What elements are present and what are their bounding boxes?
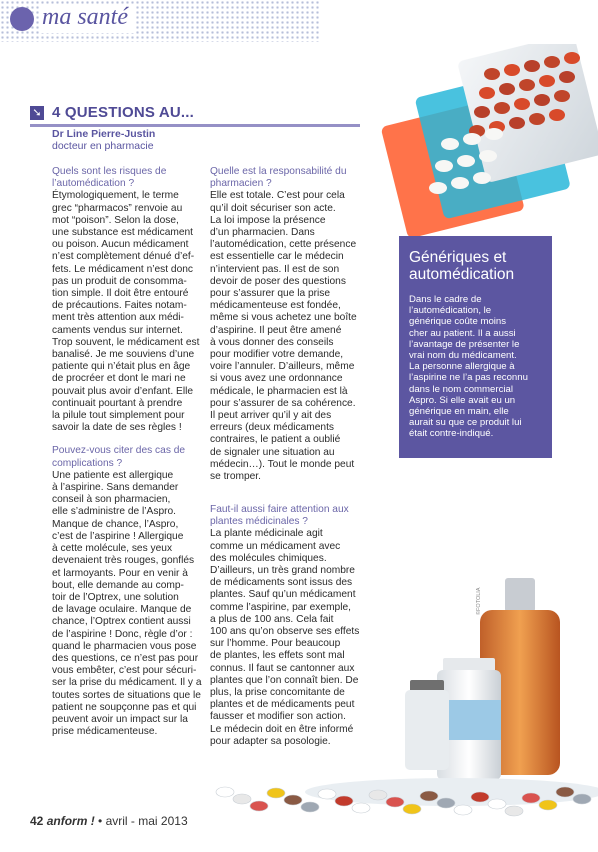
arrow-down-right-icon: ➘: [30, 106, 44, 120]
pill-icon: [454, 805, 472, 815]
pill-icon: [509, 117, 525, 129]
pill-icon: [559, 71, 575, 83]
pill-icon: [514, 98, 530, 110]
body-text-line: à l’aspirine. Sans demander: [52, 482, 179, 494]
pill-icon: [284, 795, 302, 805]
body-text-line: pour adapter sa posologie.: [210, 735, 331, 747]
pill-icon: [485, 128, 503, 140]
body-text-line: pouvait plus avoir d’enfant. Elle: [52, 385, 194, 397]
body-text-line: voire l’annuler. D’ailleurs, même: [210, 361, 355, 373]
medicine-bottles-image: [205, 570, 598, 832]
pill-icon: [463, 133, 481, 145]
pill-icon: [494, 102, 510, 114]
body-text-line: l’automédication, cette présence: [210, 239, 357, 251]
generics-sidebar: [399, 236, 552, 458]
body-text-line: comme l’aspirine, par exemple,: [210, 601, 351, 613]
pill-icon: [554, 90, 570, 102]
body-text-line: elle s’administre de l’Aspro.: [52, 506, 177, 518]
body-text-line: plantes. Sauf qu’un médicament: [210, 589, 356, 601]
sidebar-text-line: dans le nom commercial: [409, 383, 513, 395]
author-role: docteur en pharmacie: [52, 140, 154, 152]
photo-credit: ©FOTOLIA: [476, 587, 482, 615]
pill-icon: [216, 787, 234, 797]
sidebar-text-line: Aspro. Si elle avait eu un: [409, 394, 516, 406]
pill-blisters-image: [360, 44, 598, 236]
pill-icon: [564, 52, 580, 64]
pill-icon: [524, 60, 540, 72]
pill-icon: [473, 172, 491, 184]
header-dot-band: [0, 0, 320, 42]
body-text-line: patient ne soupçonne pas et qui: [52, 701, 197, 713]
pill-icon: [352, 803, 370, 813]
body-text-line: chance, l’Optrex contient aussi: [52, 616, 191, 628]
sidebar-title-line: Génériques et: [409, 249, 507, 266]
issue-date: • avril - mai 2013: [98, 814, 188, 828]
body-text-line: même si vous achetez une boîte: [210, 312, 357, 324]
body-text-line: banalisé. Je me souviens d’une: [52, 349, 195, 361]
body-text-line: conseil à son pharmacien,: [52, 494, 171, 506]
body-text-line: se tromper.: [210, 471, 261, 483]
body-text-line: bout, elle demande au comp-: [52, 579, 184, 591]
body-text-line: devoir de poser des questions: [210, 275, 346, 287]
body-text-line: plus, la prise concomitante de: [210, 687, 345, 699]
body-text-line: de précautions. Faites notam-: [52, 300, 187, 312]
sidebar-text-line: générique en main, elle: [409, 406, 509, 418]
body-text-line: Trop souvent, le médicament est: [52, 336, 200, 348]
column-2: [210, 166, 360, 483]
pill-icon: [539, 800, 557, 810]
pill-icon: [441, 138, 459, 150]
body-text-line: La plante médicinale agit: [210, 528, 323, 540]
body-text-line: contraires, le patient a oublié: [210, 434, 341, 446]
body-text-line: sur l’homme. Pour beaucoup: [210, 638, 341, 650]
article-heading-text: 4 QUESTIONS AU...: [52, 104, 195, 121]
body-text-line: Une patiente est allergique: [52, 469, 174, 481]
pill-icon: [369, 790, 387, 800]
body-text-line: patiente qui n’était plus en âge: [52, 361, 191, 373]
body-text-line: des questions, ce n’est pas pour: [52, 652, 199, 664]
body-text-line: grec “pharmacos” renvoie au: [52, 202, 183, 214]
pill-icon: [403, 804, 421, 814]
article-heading: [30, 104, 360, 127]
body-text-line: pas un produit de consomma-: [52, 275, 187, 287]
author-block: [52, 128, 155, 152]
pill-icon: [386, 797, 404, 807]
body-text-line: connus. Il faut se cantonner aux: [210, 662, 355, 674]
body-text-line: a plus de 100 ans. Cela fait: [210, 613, 334, 625]
body-text-line: de procréer et dont le mari ne: [52, 373, 186, 385]
body-text-line: de l’aspirine ! Donc, règle d’or :: [52, 628, 193, 640]
pill-icon: [534, 94, 550, 106]
body-text-line: tion simple. Il doit être entouré: [52, 288, 189, 300]
body-text-line: pour s’assurer que la prise: [210, 288, 331, 300]
body-text-line: d’aspirine. Il peut être amené: [210, 324, 342, 336]
column-1: [52, 166, 202, 738]
body-text-line: est essentielle car le médecin: [210, 251, 344, 263]
body-text-line: des molécules chimiques.: [210, 552, 327, 564]
pill-icon: [539, 75, 555, 87]
sidebar-text-line: l’automédication, le: [409, 305, 492, 317]
pill-icon: [504, 64, 520, 76]
body-text-line: vous embêter, c’est pour sécuri-: [52, 665, 197, 677]
body-text-line: devenaient très rouges, gonflés: [52, 555, 195, 567]
body-text-line: médicale, le pharmacien est là: [210, 385, 348, 397]
body-text-line: et larmoyants. Pour en venir à: [52, 567, 188, 579]
body-text-line: médecin…). Tout le monde peut: [210, 458, 355, 470]
pill-icon: [479, 150, 497, 162]
question-heading: Pouvez-vous citer des cas de complications ?: [52, 445, 186, 469]
pill-icon: [435, 160, 453, 172]
pill-icon: [488, 799, 506, 809]
body-text-line: toir de l’Optrex, une solution: [52, 591, 179, 603]
author-name: Dr Line Pierre-Justin: [52, 128, 156, 140]
section-bullet-icon: [10, 7, 34, 31]
body-text-line: fausser et modifier son action.: [210, 711, 346, 723]
body-text-line: D’ailleurs, un très grand nombre: [210, 565, 355, 577]
section-label: ma santé: [40, 4, 134, 33]
sidebar-text-line: générique coûte moins: [409, 316, 507, 328]
body-text-line: toutes sortes de situations que le: [52, 689, 201, 701]
body-text-line: à cette molécule, ses yeux: [52, 543, 173, 555]
body-text-line: une substance est médicament: [52, 227, 194, 239]
body-text-line: pour s’assurer de sa cohérence.: [210, 397, 356, 409]
body-text-line: de lavage oculaire. Manque de: [52, 604, 192, 616]
body-text-line: c’est de l’aspirine ! Allergique: [52, 530, 184, 542]
sidebar-text-line: l’aspirine ne l’a pas reconnu: [409, 372, 528, 384]
pill-icon: [457, 155, 475, 167]
pill-icon: [451, 177, 469, 189]
sidebar-text-line: cher au patient. Il a aussi: [409, 327, 516, 339]
body-text-line: 100 ans qu’on observe ses effets: [210, 626, 360, 638]
sidebar-text-line: était contre-indiqué.: [409, 428, 494, 440]
body-text-line: de signaler une situation au: [210, 446, 335, 458]
body-text-line: La loi impose la présence: [210, 214, 326, 226]
page-footer: [30, 814, 188, 828]
body-text-line: savoir la date de ses règles !: [52, 422, 182, 434]
sidebar-text-line: La personne allergique à: [409, 361, 515, 373]
sidebar-text-line: l’avantage de présenter le: [409, 338, 520, 350]
body-text-line: Le médecin doit en être informé: [210, 723, 354, 735]
body-text-line: mot “poison”. Selon la dose,: [52, 214, 179, 226]
pill-icon: [573, 794, 591, 804]
pill-icon: [250, 801, 268, 811]
pill-icon: [420, 791, 438, 801]
page-number: 42: [30, 814, 44, 828]
pill-icon: [233, 794, 251, 804]
body-text-line: de médicaments sont issus des: [210, 577, 353, 589]
body-text-line: caments vendus sur internet.: [52, 324, 183, 336]
question-heading: Quels sont les risques de l’automédication ?: [52, 166, 167, 190]
pill-icon: [529, 113, 545, 125]
pill-icon: [484, 68, 500, 80]
pill-icon: [479, 87, 495, 99]
sidebar-title: [409, 249, 543, 283]
body-text-line: plantes que l’on connaît bien. De: [210, 674, 359, 686]
body-text-line: Étymologiquement, le terme: [52, 190, 179, 202]
sidebar-title-line: automédication: [409, 266, 515, 283]
pill-icon: [335, 796, 353, 806]
pill-icon: [505, 806, 523, 816]
body-text-line: la pilule tout simplement pour: [52, 410, 185, 422]
body-text-line: comme un médicament avec: [210, 540, 341, 552]
body-text-line: ser la prise du médicament. Il y a: [52, 677, 202, 689]
body-text-line: continuait pourtant à prendre: [52, 397, 183, 409]
body-text-line: ment très attention aux médi-: [52, 312, 184, 324]
body-text-line: Elle est totale. C’est pour cela: [210, 190, 345, 202]
body-text-line: si vous avez une ordonnance: [210, 373, 343, 385]
pill-icon: [301, 802, 319, 812]
magazine-name: anform !: [46, 814, 95, 828]
body-text-line: quand le pharmacien vous pose: [52, 640, 197, 652]
body-text-line: n’intervient pas. Il est de son: [210, 263, 340, 275]
body-text-line: à vous donner des conseils: [210, 336, 334, 348]
body-text-line: n’est complètement dénué d’ef-: [52, 251, 195, 263]
pill-icon: [522, 793, 540, 803]
body-text-line: prise médicamenteuse.: [52, 726, 158, 738]
sidebar-text-line: Dans le cadre de: [409, 294, 482, 305]
body-text-line: pour modifier votre demande,: [210, 349, 344, 361]
body-text-line: d’un pharmacien. Dans: [210, 227, 315, 239]
body-text-line: fets. Le médicament n’est donc: [52, 263, 194, 275]
pill-icon: [429, 182, 447, 194]
sidebar-body: [409, 294, 543, 440]
sidebar-text-line: vrai nom du médicament.: [409, 350, 517, 362]
pill-icon: [267, 788, 285, 798]
body-text-line: Il peut arriver qu’il y ait des: [210, 410, 332, 422]
body-text-line: Manque de chance, l’Aspro,: [52, 518, 179, 530]
question-heading: Faut-il aussi faire attention aux plantes médicinales ?: [210, 504, 349, 528]
body-text-line: plantes et de médicaments peut: [210, 699, 355, 711]
body-text-line: qu’il doit sécuriser son acte.: [210, 202, 336, 214]
pill-icon: [474, 106, 490, 118]
sidebar-text-line: aurait su que ce produit lui: [409, 417, 522, 429]
pill-icon: [556, 787, 574, 797]
pill-icon: [549, 109, 565, 121]
body-text-line: ou poison. Aucun médicament: [52, 239, 189, 251]
pill-icon: [544, 56, 560, 68]
body-text-line: de plantes, les effets sont mal: [210, 650, 345, 662]
pill-icon: [519, 79, 535, 91]
question-heading: Quelle est la responsabilité du pharmacien ?: [210, 166, 347, 190]
pill-icon: [318, 789, 336, 799]
body-text-line: peuvent avoir un impact sur la: [52, 713, 188, 725]
pill-icon: [499, 83, 515, 95]
body-text-line: médicamenteuse est fondée,: [210, 300, 341, 312]
pill-icon: [437, 798, 455, 808]
pill-icon: [471, 792, 489, 802]
body-text-line: erreurs (deux médicaments: [210, 422, 334, 434]
